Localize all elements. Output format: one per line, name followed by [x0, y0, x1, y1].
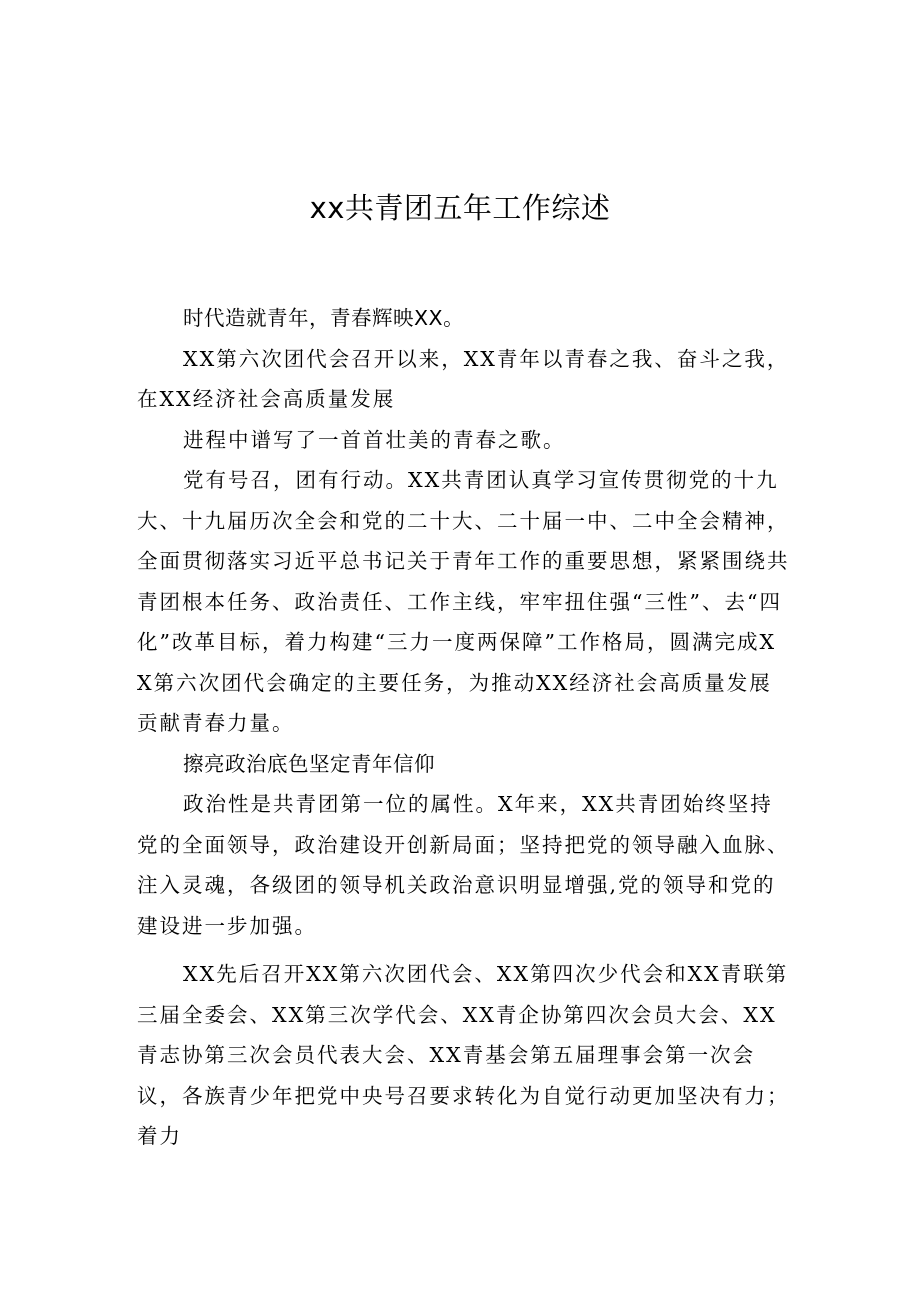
- document-body: [137, 298, 792, 1157]
- section1-paragraph-2: 党有号召，团有行动。XX共青团认真学习宣传贯彻党的十九大、十九届历次全会和党的二十大、二十届一中、二中全会精神，全面贯彻落实习近平总书记关于青年工作的重要思想，紧紧围绕共青团根本任务、政治责任、工作主线，牢牢扭住强“三性”、去“四化”改革目标，着力构建“三力一度两保障”工作格局，圆满完成XX第六次团代会确定的主要任务，为推动XX经济社会高质量发展贡献青春力量。: [137, 468, 790, 735]
- section2-paragraph-1: 政治性是共青团第一位的属性。X年来，XX共青团始终坚持党的全面领导，政治建设开创新局面；坚持把党的领导融入血脉、注入灵魂，各级团的领导机关政治意识明显增强,党的领导和党的建设进一步加强。: [137, 792, 790, 938]
- document-title: xx共青团五年工作综述: [309, 191, 611, 225]
- section2-paragraph-2: XX先后召开XX第六次团代会、XX第四次少代会和XX青联第三届全委会、XX第三次学代会、XX青企协第四次会员大会、XX青志协第三次会员代表大会、XX青基会第五届理事会第一次会议，各族青少年把党中央号召要求转化为自觉行动更加坚决有力；着力: [137, 962, 790, 1148]
- section1-heading: 时代造就青年，青春辉映XX。: [183, 306, 465, 330]
- section1-intro-line1: XX第六次团代会召开以来，XX青年以青春之我、奋斗之我，: [183, 346, 790, 371]
- section1-intro-line2: 在XX经济社会高质量发展: [137, 387, 396, 411]
- section2-heading: 擦亮政治底色坚定青年信仰: [183, 751, 435, 776]
- section1-intro-line3: 进程中谱写了一首首壮美的青春之歌。: [183, 427, 566, 452]
